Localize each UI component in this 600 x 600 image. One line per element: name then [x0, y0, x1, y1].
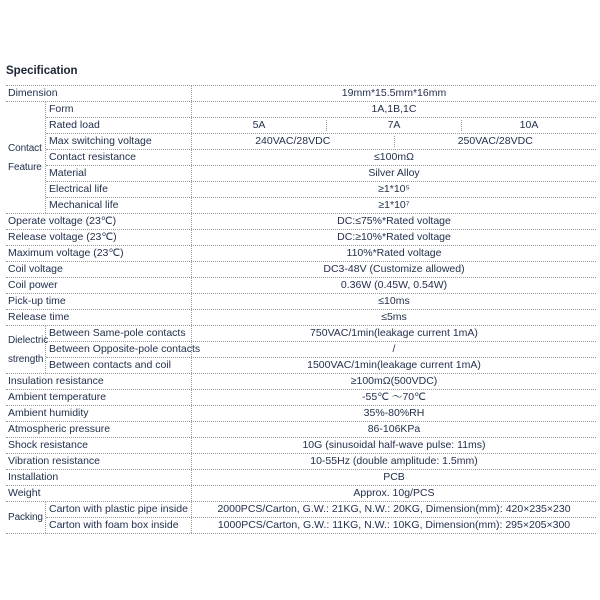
table-row	[46, 118, 596, 134]
group-rows	[46, 502, 596, 533]
row-sublabel: Form	[46, 102, 192, 117]
value-cell: /	[392, 343, 396, 356]
table-row	[6, 390, 596, 406]
row-label: Shock resistance	[6, 438, 192, 453]
row-value: 0.36W (0.45W, 0.54W)	[340, 279, 448, 292]
page-title: Specification	[6, 65, 78, 77]
table-row	[6, 294, 596, 310]
row-label: Release voltage (23℃)	[6, 230, 192, 245]
row-value: DC:≥10%*Rated voltage	[337, 231, 451, 244]
row-values	[192, 102, 596, 117]
row-values	[192, 182, 596, 197]
table-row	[46, 518, 596, 533]
value-cell: 750VAC/1min(leakage current 1mA)	[310, 327, 478, 340]
group-label: Dielectric strength	[6, 326, 46, 373]
row-values	[192, 198, 596, 213]
row-label: Atmospheric pressure	[6, 422, 192, 437]
row-values	[192, 358, 596, 373]
value-cell: 5A	[252, 119, 266, 132]
value-cell: 7A	[326, 120, 461, 131]
row-value: ≤10ms	[378, 295, 410, 308]
row-sublabel: Rated load	[46, 118, 192, 133]
row-sublabel: Max switching voltage	[46, 134, 192, 149]
table-row	[46, 102, 596, 118]
row-values	[192, 342, 596, 357]
row-sublabel: Between contacts and coil	[46, 358, 192, 373]
group-rows	[46, 102, 596, 213]
table-row	[6, 486, 596, 502]
row-label: Vibration resistance	[6, 454, 192, 469]
table-group	[6, 502, 596, 534]
row-value: 110%*Rated voltage	[346, 247, 442, 260]
table-row	[6, 278, 596, 294]
row-sublabel: Carton with plastic pipe inside	[46, 502, 192, 517]
row-values	[192, 118, 596, 133]
row-value: 86-106KPa	[367, 423, 421, 436]
row-sublabel: Material	[46, 166, 192, 181]
group-label: Contact Feature	[6, 102, 46, 213]
value-cell: ≥1*10⁵	[378, 183, 410, 196]
table-row	[46, 502, 596, 518]
table-row	[6, 246, 596, 262]
table-row	[46, 326, 596, 342]
table-group	[6, 326, 596, 374]
row-value: 10G (sinusoidal half-wave pulse: 11ms)	[302, 439, 486, 452]
row-value: DC:≤75%*Rated voltage	[337, 215, 451, 228]
group-rows	[46, 326, 596, 373]
row-values	[192, 502, 596, 517]
table-row	[46, 150, 596, 166]
table-row	[46, 342, 596, 358]
value-cell: ≤100mΩ	[374, 151, 414, 164]
row-sublabel: Contact resistance	[46, 150, 192, 165]
table-row	[6, 374, 596, 390]
value-cell: 10A	[461, 120, 596, 131]
table-row	[46, 198, 596, 213]
row-value: ≥100mΩ(500VDC)	[350, 375, 438, 388]
row-values	[192, 134, 596, 149]
row-value: DC3-48V (Customize allowed)	[323, 263, 465, 276]
row-value: 10-55Hz (double amplitude: 1.5mm)	[310, 455, 478, 468]
row-values	[192, 518, 596, 533]
row-label: Operate voltage (23℃)	[6, 214, 192, 229]
row-sublabel: Electrical life	[46, 182, 192, 197]
row-label: Weight	[6, 486, 192, 501]
row-label: Release time	[6, 310, 192, 325]
value-cell: 1000PCS/Carton, G.W.: 11KG, N.W.: 10KG, Dimension(mm): 295×205×300	[217, 519, 571, 532]
table-row	[46, 166, 596, 182]
row-label: Insulation resistance	[6, 374, 192, 389]
value-cell: 250VAC/28VDC	[394, 136, 597, 147]
row-values	[192, 326, 596, 341]
row-label: Installation	[6, 470, 192, 485]
spec-table	[6, 85, 596, 534]
value-cell: 2000PCS/Carton, G.W.: 21KG, N.W.: 20KG, Dimension(mm): 420×235×230	[217, 503, 571, 516]
row-value: ≤5ms	[381, 311, 407, 324]
table-row	[6, 230, 596, 246]
row-label: Ambient humidity	[6, 406, 192, 421]
value-cell: 1A,1B,1C	[371, 103, 417, 116]
row-label: Ambient temperature	[6, 390, 192, 405]
row-label: Maximum voltage (23℃)	[6, 246, 192, 261]
row-label: Coil voltage	[6, 262, 192, 277]
value-cell: Silver Alloy	[368, 167, 420, 180]
row-value: PCB	[383, 471, 405, 484]
table-row	[6, 262, 596, 278]
table-row	[6, 454, 596, 470]
row-value: 35%-80%RH	[363, 407, 425, 420]
row-label: Dimension	[6, 86, 192, 101]
row-values	[192, 150, 596, 165]
row-values	[192, 166, 596, 181]
value-cell: ≥1*10⁷	[378, 199, 410, 212]
row-sublabel: Carton with foam box inside	[46, 518, 192, 533]
table-row	[6, 438, 596, 454]
row-value: 19mm*15.5mm*16mm	[341, 87, 447, 100]
row-value: Approx. 10g/PCS	[353, 487, 435, 500]
group-label: Packing	[6, 502, 46, 533]
table-row	[46, 134, 596, 150]
row-sublabel: Between Opposite-pole contacts	[46, 342, 192, 357]
row-sublabel: Between Same-pole contacts	[46, 326, 192, 341]
value-cell: 1500VAC/1min(leakage current 1mA)	[307, 359, 481, 372]
row-sublabel: Mechanical life	[46, 198, 192, 213]
table-row	[6, 422, 596, 438]
table-row	[6, 310, 596, 326]
table-group	[6, 102, 596, 214]
table-row	[6, 214, 596, 230]
table-row	[6, 470, 596, 486]
value-cell: 240VAC/28VDC	[255, 135, 331, 148]
row-label: Pick-up time	[6, 294, 192, 309]
table-row	[46, 358, 596, 373]
table-row	[6, 406, 596, 422]
row-value: -55℃ ～70℃	[362, 391, 426, 404]
table-row	[6, 86, 596, 102]
row-label: Coil power	[6, 278, 192, 293]
table-row	[46, 182, 596, 198]
